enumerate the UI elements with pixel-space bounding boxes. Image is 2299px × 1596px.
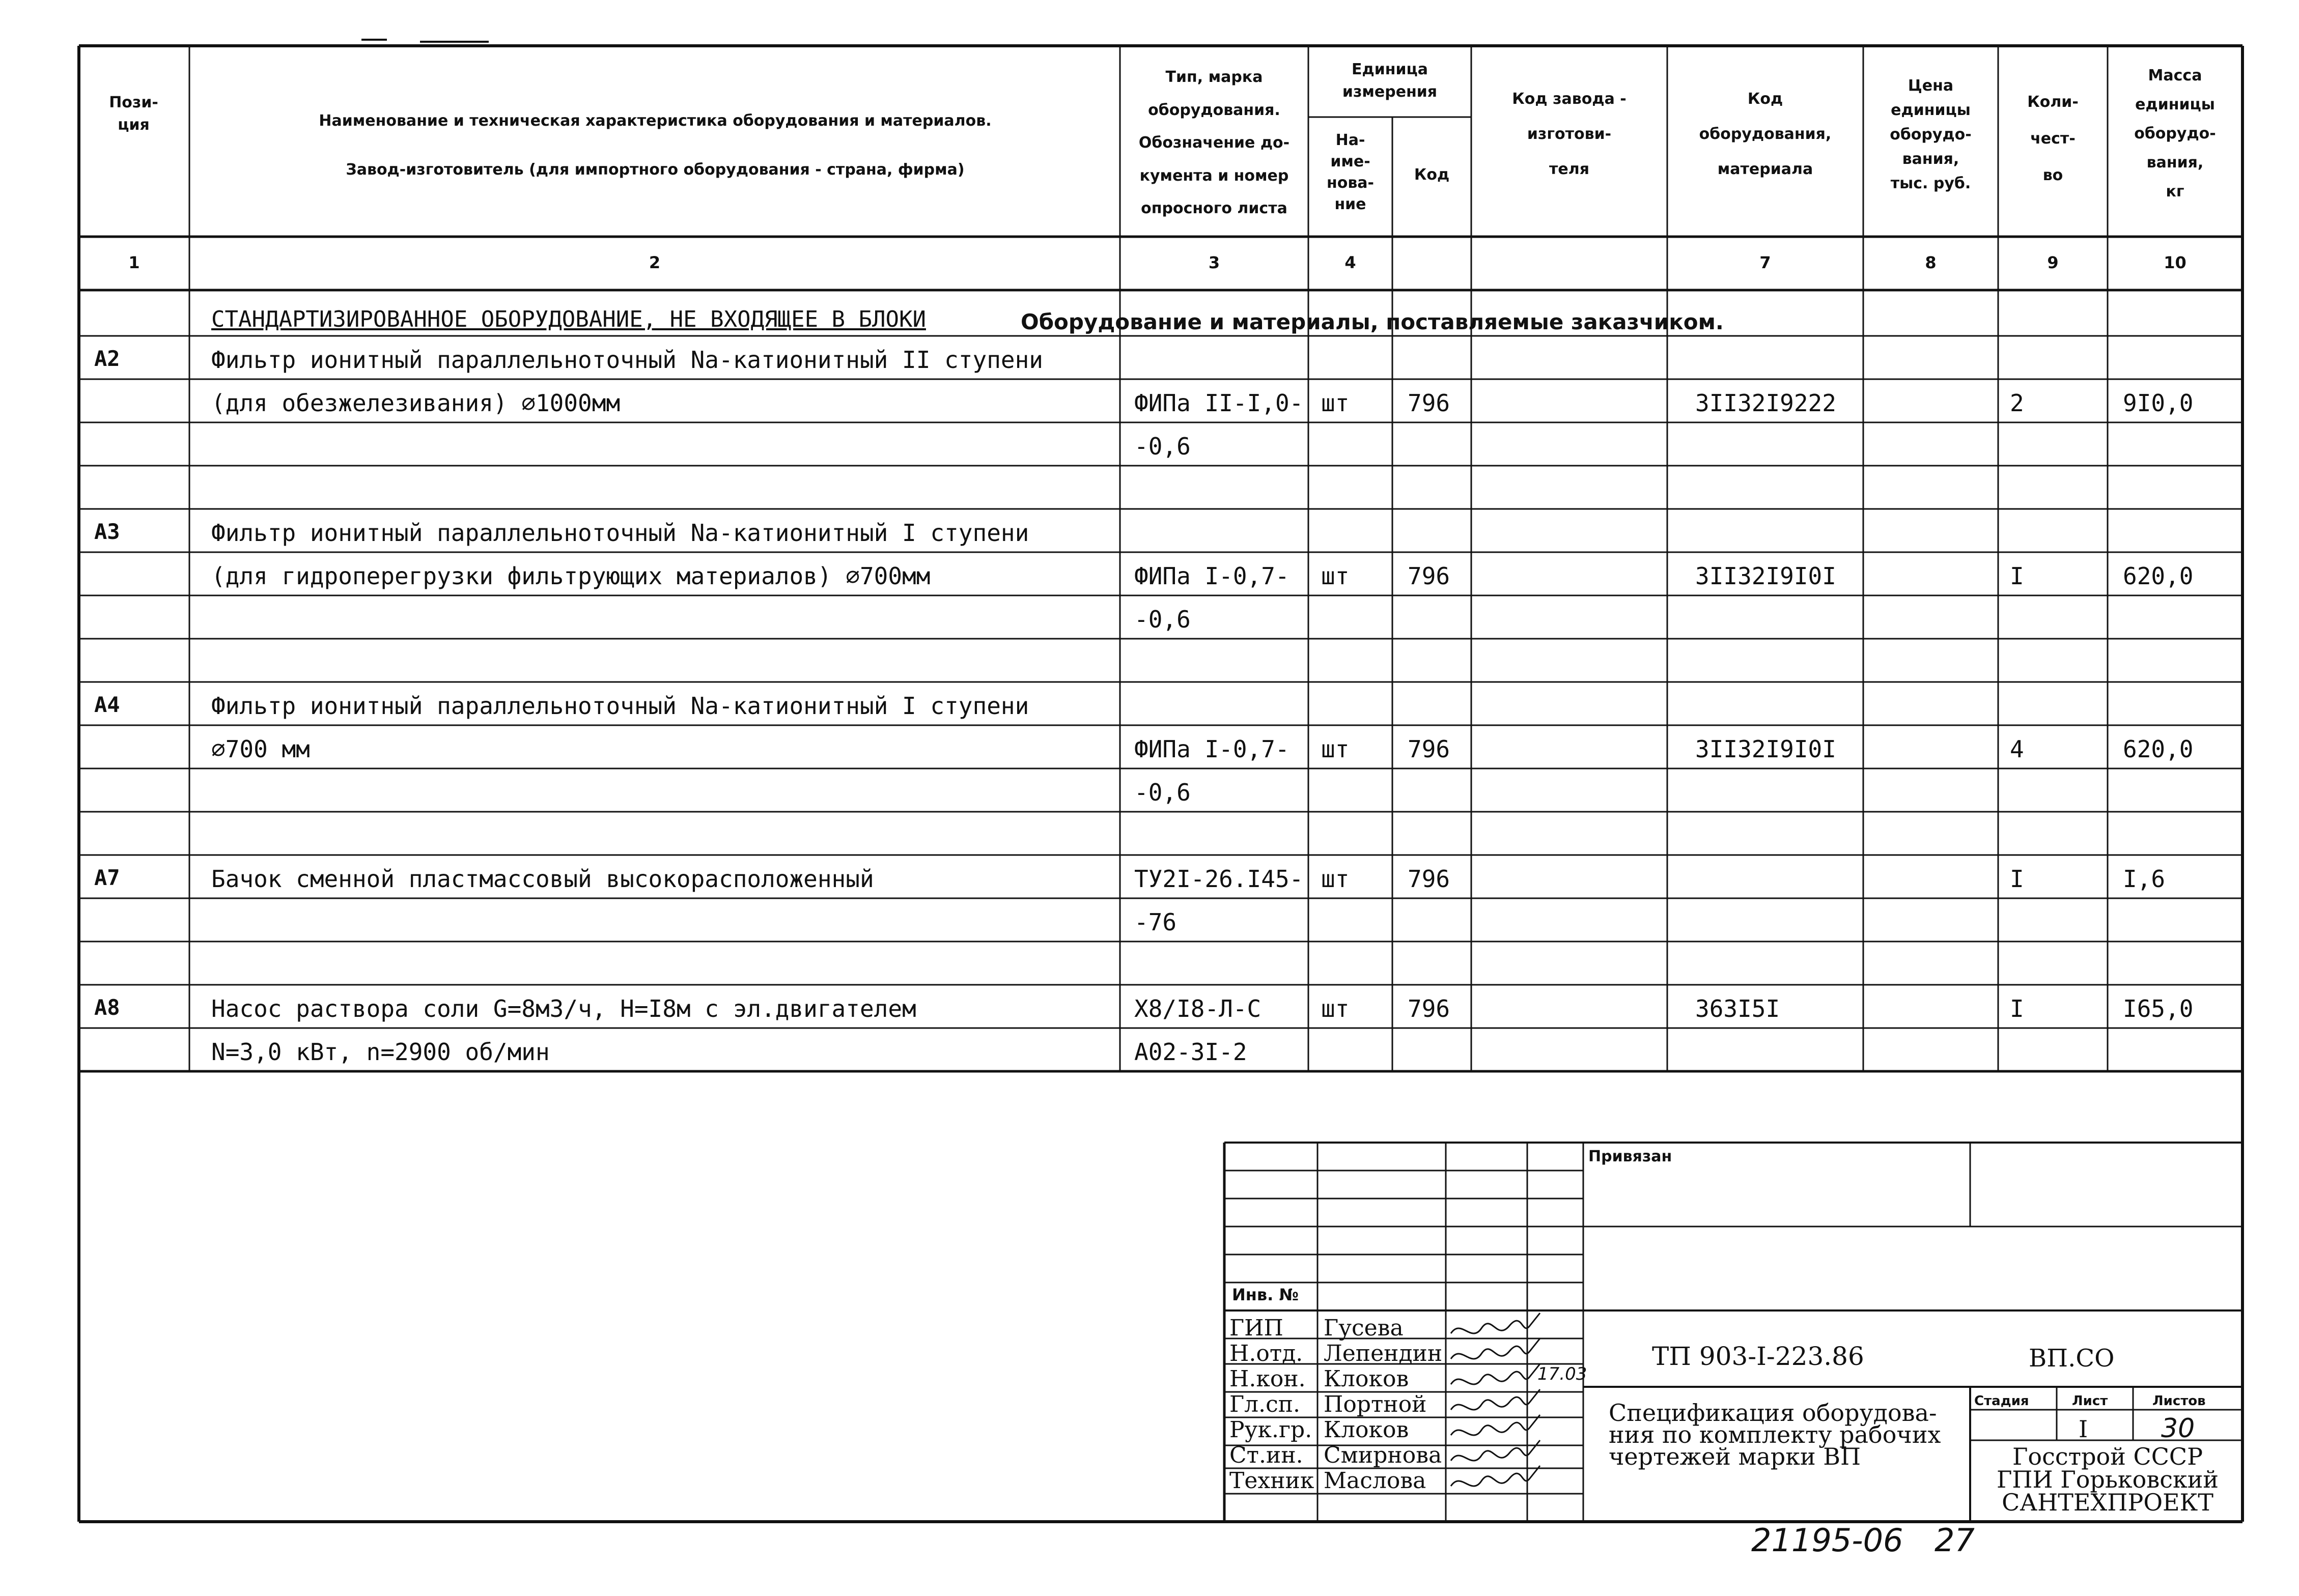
name-cell: Насос раствора соли G=8м3/ч, Н=I8м с эл.двигателем <box>211 995 916 1022</box>
mass-cell: I65,0 <box>2123 995 2194 1022</box>
signer-role: ГИП <box>1229 1315 1283 1341</box>
position-cell: A7 <box>94 865 120 890</box>
column-number: 1 <box>128 253 140 272</box>
column-number: 8 <box>1925 253 1937 272</box>
sheet-value: I <box>2079 1415 2088 1443</box>
mass-cell: 620,0 <box>2123 562 2194 590</box>
header-mass: Масса единицы оборудо- вания, кг <box>2134 67 2216 201</box>
unit-cell: шт <box>1321 735 1350 763</box>
sheet-label: Лист <box>2072 1393 2108 1409</box>
signer-name: Смирнова <box>1324 1442 1442 1468</box>
unit-cell: шт <box>1321 562 1350 590</box>
unit-code-cell: 796 <box>1408 865 1450 893</box>
mass-cell: I,6 <box>2123 865 2166 893</box>
doc-mark: ВП.СО <box>2029 1344 2115 1373</box>
section-note: Оборудование и материалы, поставляемые заказчиком. <box>1021 309 1724 334</box>
unit-cell: шт <box>1321 389 1350 417</box>
type-cell: ТУ2I-26.I45- <box>1134 865 1304 893</box>
signer-name: Лепендин <box>1324 1341 1443 1366</box>
doc-number: ТП 903-I-223.86 <box>1652 1342 1864 1371</box>
name-cell: (для гидроперегрузки фильтрующих материалов) ∅700мм <box>211 562 931 590</box>
unit-code-cell: 796 <box>1408 562 1450 590</box>
quantity-cell: 4 <box>2010 735 2024 763</box>
header-unit-code: Код <box>1414 166 1450 184</box>
name-cell: Фильтр ионитный параллельноточный Na-катионитный I ступени <box>211 692 1029 720</box>
equipment-code-cell: 3II32I9222 <box>1695 389 1836 417</box>
signer-role: Н.отд. <box>1229 1341 1303 1366</box>
signer-role: Ст.ин. <box>1229 1442 1303 1468</box>
type-cell: -76 <box>1134 908 1177 936</box>
doc-title: Спецификация оборудова- ния по комплекту рабочих чертежей марки ВП <box>1609 1399 1941 1470</box>
archive-number: 21195-06 <box>1751 1522 1903 1559</box>
quantity-cell: I <box>2010 865 2024 893</box>
equipment-code-cell: 3II32I9I0I <box>1695 562 1836 590</box>
quantity-cell: 2 <box>2010 389 2024 417</box>
quantity-cell: I <box>2010 562 2024 590</box>
header-type: Тип, марка оборудования. Обозначение до- кумента и номер опросного листа <box>1138 68 1290 217</box>
bound-label: Привязан <box>1588 1148 1672 1165</box>
column-number: 9 <box>2047 253 2059 272</box>
inv-label: Инв. № <box>1232 1285 1299 1304</box>
mass-cell: 9I0,0 <box>2123 389 2194 417</box>
unit-cell: шт <box>1321 995 1350 1022</box>
signer-name: Портной <box>1324 1391 1427 1417</box>
signer-role: Техник <box>1229 1468 1314 1494</box>
signer-role: Н.кон. <box>1229 1366 1306 1392</box>
page-number: 27 <box>1934 1522 1975 1559</box>
header-equipment-code: Код оборудования, материала <box>1699 90 1832 178</box>
header-position: Пози- ция <box>109 94 158 134</box>
date-fragment: 17.03 <box>1537 1364 1587 1384</box>
name-cell: N=3,0 кВт, n=2900 об/мин <box>211 1038 550 1066</box>
name-cell: Бачок сменной пластмассовый высокорасположенный <box>211 865 874 893</box>
quantity-cell: I <box>2010 995 2024 1022</box>
type-cell: ФИПа I-0,7- <box>1134 562 1289 590</box>
mass-cell: 620,0 <box>2123 735 2194 763</box>
unit-code-cell: 796 <box>1408 735 1450 763</box>
type-cell: -0,6 <box>1134 779 1191 806</box>
name-cell: (для обезжелезивания) ∅1000мм <box>211 389 621 417</box>
header-price: Цена единицы оборудо- вания, тыс. руб. <box>1890 77 1972 192</box>
signer-name: Клоков <box>1324 1417 1409 1443</box>
stage-label: Стадия <box>1974 1393 2029 1409</box>
header-name: Наименование и техническая характеристика оборудования и материалов. Завод-изготовитель (для импортного оборудования - страна, фирма) <box>319 112 992 179</box>
signer-role: Рук.гр. <box>1229 1417 1312 1443</box>
unit-cell: шт <box>1321 865 1350 893</box>
type-cell: А02-3I-2 <box>1134 1038 1247 1066</box>
header-unit-group: Единица измерения <box>1342 61 1438 101</box>
signer-role: Гл.сп. <box>1229 1391 1301 1417</box>
position-cell: A8 <box>94 995 120 1020</box>
unit-code-cell: 796 <box>1408 995 1450 1022</box>
signer-name: Гусева <box>1324 1315 1404 1341</box>
equipment-code-cell: 363I5I <box>1695 995 1780 1022</box>
header-factory-code: Код завода - изготови- теля <box>1512 90 1627 178</box>
header-unit-name: На- име- нова- ние <box>1326 131 1375 213</box>
section-title: СТАНДАРТИЗИРОВАННОЕ ОБОРУДОВАНИЕ, НЕ ВХОДЯЩЕЕ В БЛОКИ <box>211 306 926 332</box>
type-cell: -0,6 <box>1134 433 1191 460</box>
column-number: 3 <box>1208 253 1220 272</box>
column-number: 10 <box>2164 253 2186 272</box>
position-cell: A2 <box>94 346 120 371</box>
type-cell: ФИПа II-I,0- <box>1134 389 1304 417</box>
name-cell: ∅700 мм <box>211 735 310 763</box>
equipment-code-cell: 3II32I9I0I <box>1695 735 1836 763</box>
sheets-label: Листов <box>2152 1393 2206 1409</box>
header-quantity: Коли- чест- во <box>2027 93 2079 184</box>
column-number: 2 <box>649 253 661 272</box>
column-number: 4 <box>1344 253 1356 272</box>
unit-code-cell: 796 <box>1408 389 1450 417</box>
position-cell: A4 <box>94 692 120 717</box>
type-cell: ФИПа I-0,7- <box>1134 735 1289 763</box>
type-cell: -0,6 <box>1134 606 1191 633</box>
name-cell: Фильтр ионитный параллельноточный Na-катионитный II ступени <box>211 346 1043 374</box>
name-cell: Фильтр ионитный параллельноточный Na-катионитный I ступени <box>211 519 1029 547</box>
organization: Госстрой СССР ГПИ Горьковский САНТЕХПРОЕКТ <box>1996 1443 2219 1517</box>
position-cell: A3 <box>94 519 120 544</box>
sheets-value: 30 <box>2161 1413 2195 1444</box>
signer-name: Маслова <box>1324 1468 1426 1494</box>
type-cell: Х8/I8-Л-С <box>1134 995 1261 1022</box>
column-number: 7 <box>1759 253 1771 272</box>
signer-name: Клоков <box>1324 1366 1409 1392</box>
